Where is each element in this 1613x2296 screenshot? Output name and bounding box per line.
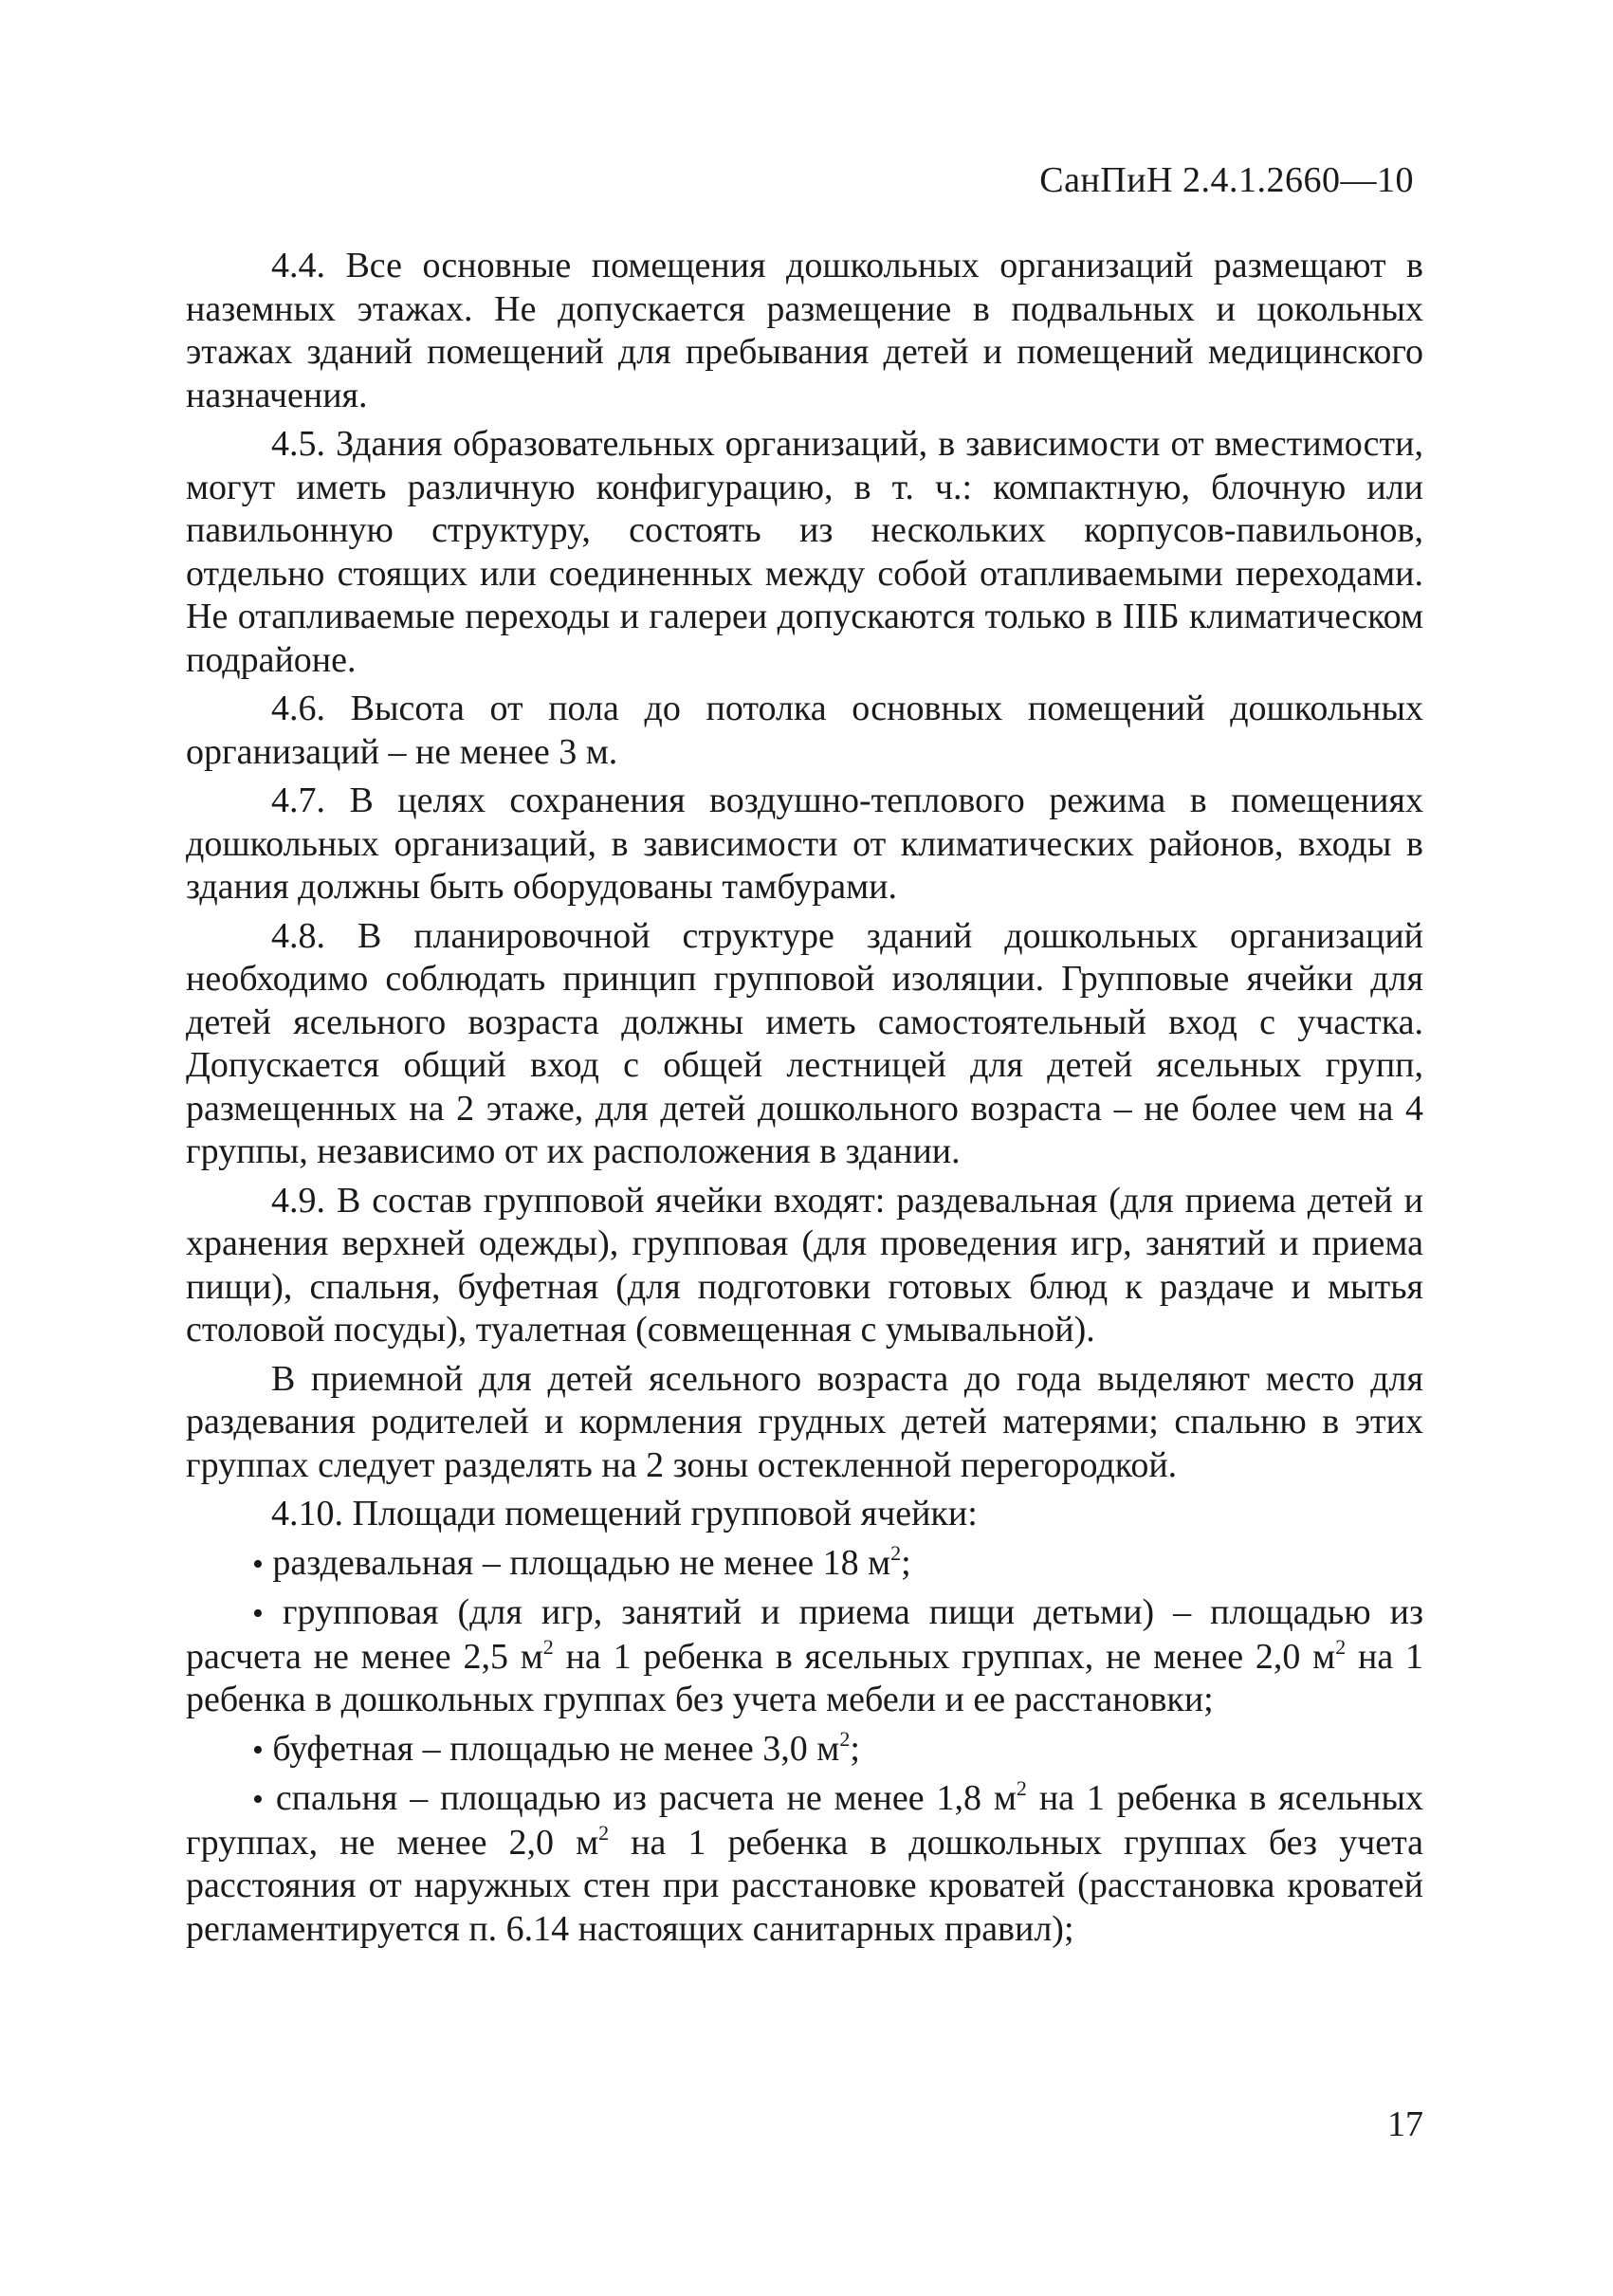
superscript: 2 <box>1016 1776 1027 1800</box>
paragraph-4-5: 4.5. Здания образовательных организаций, в зависимости от вместимости, могут иметь различную конфигурацию, в т. ч.: компактную, блочную или павильонную структуру, состоять из нескольких корпусов-павильонов, отдельно стоящих или соединенных между собой отапливаемыми переходами. Не отапливаемые переходы и галереи допускаются только в IIIБ климатическом подрайоне. <box>186 424 1423 680</box>
paragraph-4-8: 4.8. В планировочной структуре зданий дошкольных организаций необходимо соблюдать принцип групповой изоляции. Групповые ячейки для детей ясельного возраста должны иметь самостоятельный вход с участка. Допускается общий вход с общей лестницей для детей ясельных групп, размещенных на 2 этаже, для детей дошкольного возраста – не более чем на 4 группы, независимо от их расположения в здании. <box>186 915 1423 1171</box>
superscript: 2 <box>890 1540 902 1565</box>
paragraph-4-4: 4.4. Все основные помещения дошкольных организаций размещают в наземных этажах. Не допускается размещение в подвальных и цокольных этажах зданий помещений для пребывания детей и помещений медицинского назначения. <box>186 246 1423 415</box>
bullet-item-bedroom <box>186 1777 1423 1951</box>
bullet-text: раздевальная – площадью не менее 18 м <box>272 1542 891 1583</box>
document-code-header: СанПиН 2.4.1.2660—10 <box>1039 160 1414 200</box>
superscript: 2 <box>542 1634 554 1659</box>
bullet-item-cloakroom <box>186 1542 1423 1587</box>
paragraph-4-6: 4.6. Высота от пола до потолка основных помещений дошкольных организаций – не менее 3 м. <box>186 689 1423 772</box>
paragraph-4-7: 4.7. В целях сохранения воздушно-теплового режима в помещениях дошкольных организаций, в зависимости от климатических районов, входы в здания должны быть оборудованы тамбурами. <box>186 781 1423 907</box>
bullet-item-pantry <box>186 1728 1423 1773</box>
bullet-text: на 1 ребенка в дошкольных группах без учета мебели и ее расстановки; <box>186 1636 1424 1719</box>
superscript: 2 <box>1335 1634 1347 1659</box>
paragraph-4-9-nursery: В приемной для детей ясельного возраста до года выделяют место для раздевания родителей и кормления грудных детей матерями; спальню в этих группах следует разделять на 2 зоны остекленной перегородкой. <box>186 1358 1423 1485</box>
bullet-text: на 1 ребенка в ясельных группах, не менее 2,0 м <box>553 1636 1336 1677</box>
bullet-icon: • <box>252 1596 264 1631</box>
bullet-text: групповая (для игр, занятий и приема пищи детьми) – площадью из расчета не менее 2,5 м <box>186 1592 1423 1677</box>
bullet-icon: • <box>252 1546 264 1582</box>
bullet-text: на 1 ребенка в дошкольных группах без учета расстояния от наружных стен при расстановке кроватей (расстановка кроватей регламентируется п. 6.14 настоящих санитарных правил); <box>186 1822 1423 1949</box>
paragraph-4-9: 4.9. В состав групповой ячейки входят: раздевальная (для приема детей и хранения верхней одежды), групповая (для проведения игр, занятий и приема пищи), спальня, буфетная (для подготовки готовых блюд к раздаче и мытья столовой посуды), туалетная (совмещенная с умывальной). <box>186 1180 1423 1350</box>
bullet-text: ; <box>850 1728 860 1769</box>
bullet-text: буфетная – площадью не менее 3,0 м <box>272 1728 840 1769</box>
paragraph-4-10: 4.10. Площади помещений групповой ячейки: <box>271 1494 978 1534</box>
page-number: 17 <box>1387 2104 1423 2144</box>
bullet-text: спальня – площадью из расчета не менее 1,8 м <box>275 1778 1017 1818</box>
bullet-item-group-room <box>186 1591 1423 1722</box>
bullet-icon: • <box>252 1732 264 1768</box>
superscript: 2 <box>839 1726 851 1751</box>
bullet-text: на 1 ребенка в ясельных группах, не менее 2,0 м <box>186 1778 1424 1863</box>
superscript: 2 <box>598 1820 610 1845</box>
document-body <box>186 245 1423 1956</box>
bullet-icon: • <box>252 1782 264 1817</box>
bullet-text: ; <box>901 1542 911 1583</box>
